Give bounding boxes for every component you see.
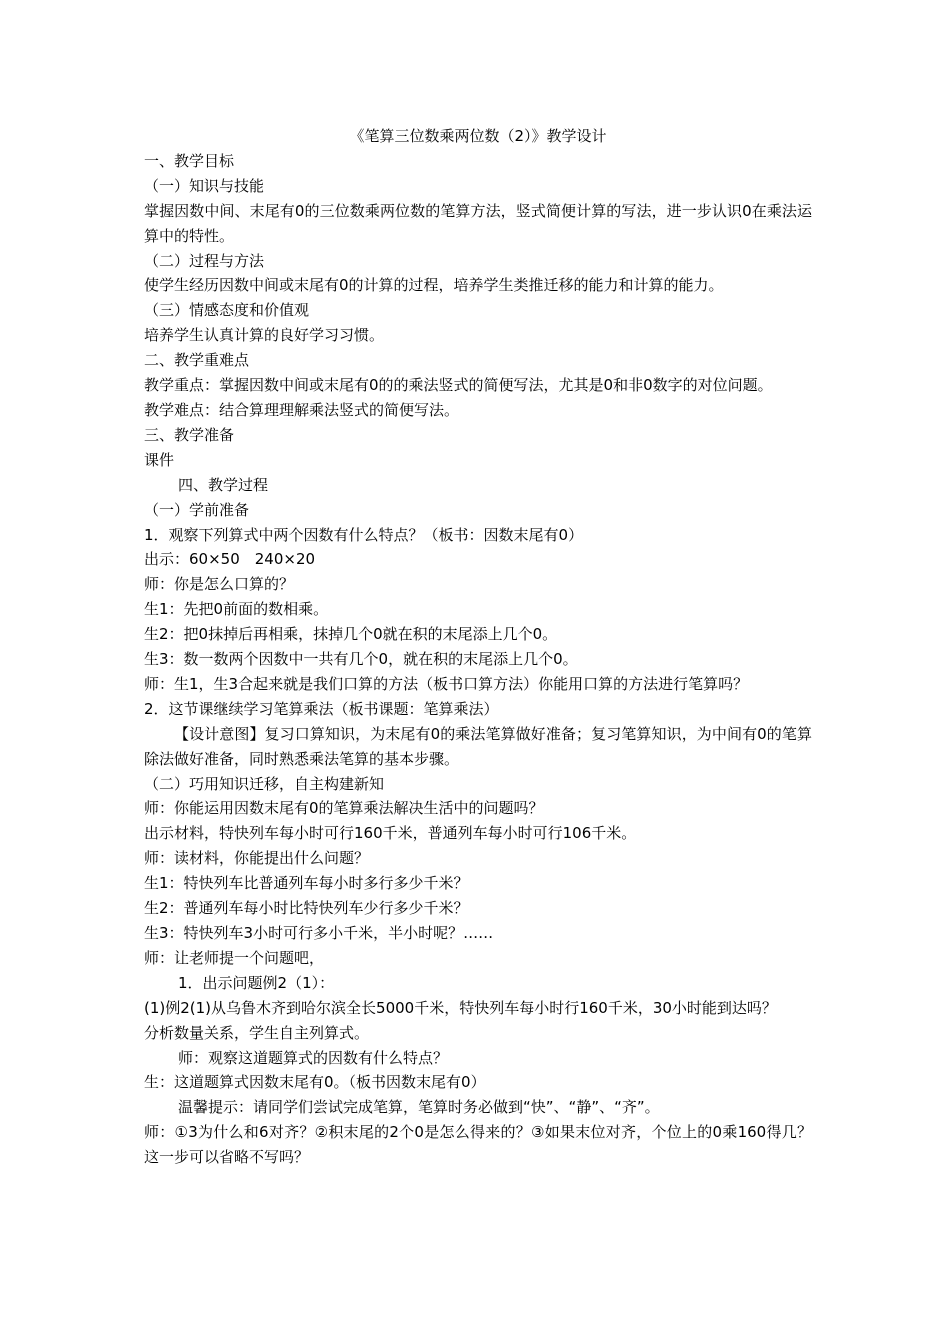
subheading-knowledge-transfer: （二）巧用知识迁移，自主构建新知 [144, 774, 385, 793]
paragraph-example-problem: (1)例2(1)从乌鲁木齐到哈尔滨全长5000千米，特快列车每小时行160千米，30小时能到达吗？ [144, 998, 777, 1017]
dialogue-line: 师：你能运用因数末尾有0的笔算乘法解决生活中的问题吗？ [144, 799, 544, 818]
dialogue-line: 生1：特快列车比普通列车每小时多行多少千米？ [144, 874, 469, 893]
paragraph-key-point: 教学重点：掌握因数中间或末尾有0的的乘法竖式的简便写法，尤其是0和非0数字的对位问题。 [144, 376, 773, 395]
dialogue-line: 生2：把0抹掉后再相乘，抹掉几个0就在积的末尾添上几个0。 [144, 625, 558, 644]
dialogue-line: 生3：特快列车3小时可行多小千米，半小时呢？…… [144, 924, 494, 942]
dialogue-line: 师：观察这道题算式的因数有什么特点？ [178, 1048, 449, 1067]
paragraph-show-material: 出示材料，特快列车每小时可行160千米，普通列车每小时可行106千米。 [144, 824, 637, 843]
paragraph-observe: 1．观察下列算式中两个因数有什么特点？（板书：因数末尾有0） [144, 525, 584, 544]
dialogue-line: 师：读材料，你能提出什么问题？ [144, 849, 370, 868]
dialogue-line: 师：①3为什么和6对齐？②积末尾的2个0是怎么得来的？③如果末位对齐，个位上的0乘160得几？这一步可以省略不写吗？ [144, 1123, 812, 1167]
subheading-pre-study: （一）学前准备 [144, 500, 250, 519]
paragraph-knowledge-skills: 掌握因数中间、末尾有0的三位数乘两位数的笔算方法，竖式简便计算的写法，进一步认识0在乘法运算中的特性。 [144, 201, 812, 245]
section-heading-preparation: 三、教学准备 [144, 425, 235, 444]
paragraph-analyze: 分析数量关系，学生自主列算式。 [144, 1023, 370, 1042]
dialogue-line: 生3：数一数两个因数中一共有几个0，就在积的末尾添上几个0。 [144, 650, 578, 669]
paragraph-tip: 温馨提示：请同学们尝试完成笔算，笔算时务必做到“快”、“静”、“齐”。 [178, 1098, 660, 1117]
paragraph-preparation: 课件 [144, 450, 175, 469]
dialogue-line: 生2：普通列车每小时比特快列车少行多少千米？ [144, 899, 469, 918]
dialogue-line: 生：这道题算式因数末尾有0。（板书因数末尾有0） [144, 1073, 486, 1092]
document-body [144, 124, 812, 1170]
dialogue-line: 师：生1，生3合起来就是我们口算的方法（板书口算方法）你能用口算的方法进行笔算吗？ [144, 674, 749, 693]
paragraph-continue-lesson: 2．这节课继续学习笔算乘法（板书课题：笔算乘法） [144, 699, 499, 718]
paragraph-show-example: 1．出示问题例2（1）： [178, 973, 335, 992]
subheading-attitude: （三）情感态度和价值观 [144, 301, 310, 320]
section-heading-process: 四、教学过程 [178, 475, 269, 494]
subheading-process-method: （二）过程与方法 [144, 251, 265, 270]
paragraph-design-intent: 【设计意图】复习口算知识，为末尾有0的乘法笔算做好准备；复习笔算知识，为中间有0的笔算除法做好准备，同时熟悉乘法笔算的基本步骤。 [144, 724, 812, 768]
dialogue-line: 师：你是怎么口算的？ [144, 575, 295, 594]
paragraph-difficult-point: 教学难点：结合算理理解乘法竖式的简便写法。 [144, 400, 460, 419]
subheading-knowledge-skills: （一）知识与技能 [144, 176, 265, 195]
dialogue-line: 生1：先把0前面的数相乘。 [144, 600, 329, 619]
paragraph-process-method: 使学生经历因数中间或末尾有0的计算的过程，培养学生类推迁移的能力和计算的能力。 [144, 276, 724, 295]
section-heading-key-points: 二、教学重难点 [144, 351, 250, 370]
document-title: 《笔算三位数乘两位数（2）》教学设计 [349, 127, 607, 145]
section-heading-objectives: 一、教学目标 [144, 151, 235, 170]
paragraph-show-formulas: 出示：60×50 240×20 [144, 550, 316, 569]
paragraph-attitude: 培养学生认真计算的良好学习习惯。 [144, 326, 385, 345]
dialogue-line: 师：让老师提一个问题吧， [144, 948, 325, 967]
